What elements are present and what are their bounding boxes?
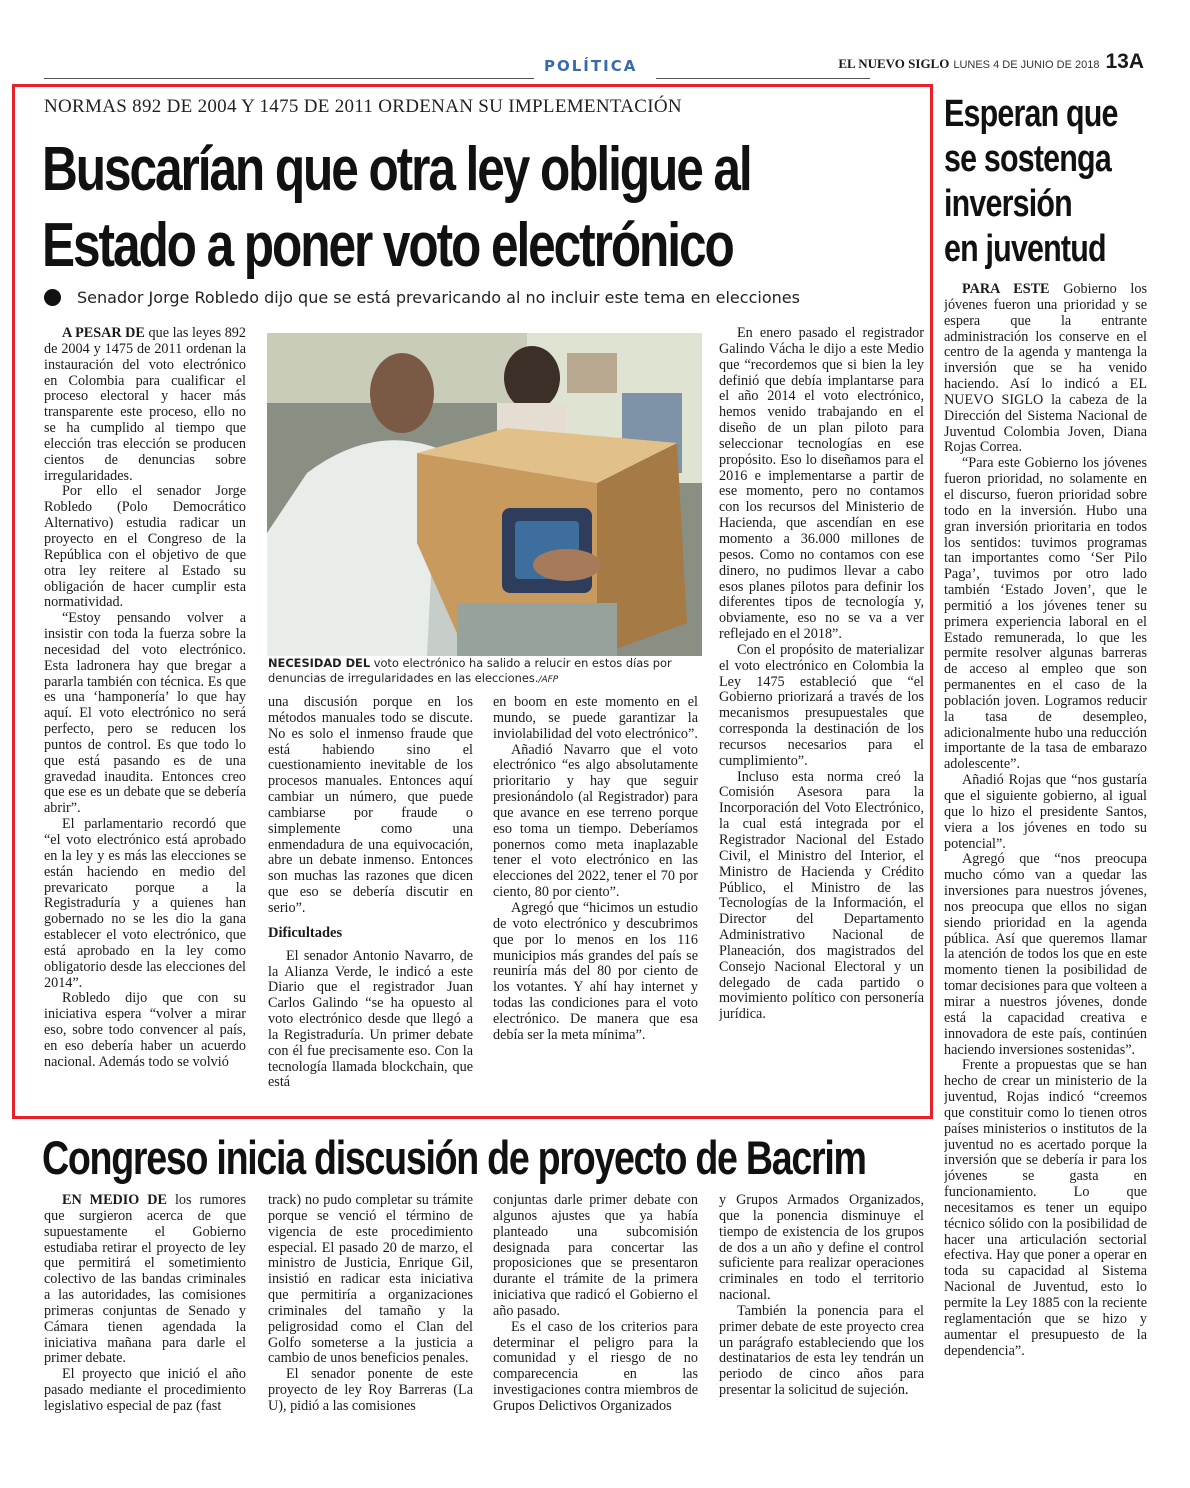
article-column-1 (44, 326, 246, 1116)
paragraph: Agregó que “hicimos un estudio de voto electrónico y descubrimos que por lo menos en los 116 municipios más grandes del país se reuniría más del 80 por ciento de los votantes. Y ahí hay internet y todas las condiciones para el voto electrónico. De manera que esa debía ser la meta mínima”. (493, 899, 698, 1043)
kicker: NORMAS 892 DE 2004 Y 1475 DE 2011 ORDENAN SU IMPLEMENTACIÓN (44, 96, 682, 117)
lead-in: EN MEDIO DE (62, 1193, 168, 1208)
paragraph: Agregó que “nos preocupa mucho cómo van a quedar las inversiones para nuestros jóvenes, nos preocupa que ellos no sigan siendo prioridad en la agenda pública. Así que queremos llamar la atención de todos los que en este momento tienen la posibilidad de tomar decisiones para que volteen a mirar a nuestros jóvenes, donde está la capacidad creativa e innovadora de este país, continúen haciendo inversiones sostenidas”. (944, 851, 1147, 1058)
paragraph: “Estoy pensando volver a insistir con toda la fuerza sobre la necesidad del voto electrónico. Esta ladronera hay que bregar a pararla también con técnica. Es que es una ‘hamponería’ lo que hay aquí. El voto electrónico no será perfecto, pero se reducen los puntos de control. Es que todo lo que está pasando es de una gravedad inaudita. Entonces creo que ese es un debate que se debería abrir”. (44, 610, 246, 817)
article-column-4 (719, 326, 924, 1116)
lead-in: A PESAR DE (62, 326, 145, 341)
newspaper-name: EL NUEVO SIGLO (838, 56, 950, 71)
paragraph: Incluso esta norma creó la Comisión Asesora para la Incorporación del Voto Electrónico, la cual está integrada por el Registrador Nacional del Estado Civil, el Ministro del Interior, el Ministro de Hacienda y Crédito Público, el Ministro de las Tecnologías de la Información, el Director del Departamento Administrativo Nacional de Planeación, dos magistrados del Consejo Nacional Electoral y un delegado de cada partido o movimiento político con personería jurídica. (719, 768, 924, 1023)
summary-text: Senador Jorge Robledo dijo que se está prevaricando al no incluir este tema en elecciones (77, 288, 800, 307)
paragraph: Con el propósito de materializar el voto electrónico en Colombia la Ley 1475 estableció que “el Gobierno priorizará a través de los mecanismos presupuestales que corresponda la destinación de los recursos necesarios para el cumplimiento”. (719, 641, 924, 769)
paragraph: “Para este Gobierno los jóvenes fueron prioridad, no solamente en el discurso, fueron prioridad sobre todo en la inversión. Hubo una gran inversión prioritaria en todos los sentidos: tuvimos programas tan importantes como ‘Ser Pilo Paga’, tuvimos por otro lado también ‘Estado Joven’, que le permitió a los jóvenes tener su primera experiencia laboral en el Estado remunerada, lo que les permite resolver algunas barreras de acceso al empleo que son permanentes en el caso de la población joven. Logramos reducir la tasa de desempleo, adicionalmente hubo una reducción importante de la tasa de embarazo adolescente”. (944, 455, 1147, 773)
bullet-icon (44, 289, 61, 306)
paragraph: conjuntas darle primer debate con algunos ajustes que ya había planteado una subcomisión designada para concertar las proposiciones que se presentaron durante el trámite de la primera iniciativa que radicó el Gobierno el año pasado. (493, 1193, 698, 1319)
page-number: 13A (1105, 50, 1144, 73)
paragraph: Es el caso de los criterios para determinar el peligro para la comunidad y el riesgo de no comparecencia en las investigaciones contra miembros de Grupos Delictivos Organizados (493, 1318, 698, 1414)
story2-column-2 (268, 1193, 473, 1433)
paragraph: El parlamentario recordó que “el voto electrónico está aprobado en la ley y es más las elecciones se están haciendo en medio del prevaricato porque a la Registraduría y a quienes han gobernado no se les dio la gana establecer el voto electrónico, que está aprobado en la ley como obligatorio desde las elecciones del 2014”. (44, 816, 246, 991)
story2-column-4 (719, 1193, 924, 1433)
story2-headline: Congreso inicia discusión de proyecto de Bacrim (42, 1131, 866, 1184)
paragraph: y Grupos Armados Organizados, que la ponencia disminuye el tiempo de existencia de los grupos de dos a un año y define el control suficiente para realizar operaciones criminales en todo el territorio nacional. (719, 1193, 924, 1304)
photo-credit: /AFP (538, 675, 559, 685)
story2-column-3 (493, 1193, 698, 1433)
paragraph: También la ponencia para el primer debate de este proyecto crea un parágrafo estableciendo que los destinatarios de esta ley tendrán un periodo de cinco años para presentar la solicitud de sujeción. (719, 1302, 924, 1399)
paragraph: una discusión porque en los métodos manuales todo se discute. No es solo el inmenso fraude que está habiendo sino el cuestionamiento inevitable de los procesos manuales. Entonces aquí cambiar un número, que puede cambiarse por fraude o simplemente como una enmendadura de una equivocación, abre un debate inmenso. Entonces son muchas las razones que dicen que eso se debería discutir en serio”. (268, 695, 473, 916)
paragraph: El senador ponente de este proyecto de ley Roy Barreras (La U), pidió a las comisiones (268, 1366, 473, 1414)
headline-line: Esperan que (944, 93, 1118, 135)
lead-in: PARA ESTE (962, 282, 1050, 297)
section-label: POLÍTICA (544, 57, 638, 75)
subheading: Dificultades (268, 924, 343, 941)
headline-line: Estado a poner voto electrónico (42, 211, 733, 280)
main-headline (42, 132, 751, 284)
paragraph: track) no pudo completar su trámite porque se venció el término de vigencia de este procedimiento especial. El pasado 20 de marzo, el ministro de Justicia, Enrique Gil, insistió en radicar esta iniciativa que permitiría a organizaciones criminales del tamaño y la peligrosidad como el Clan del Golfo someterse a la justicia a cambio de unos beneficios penales. (268, 1193, 473, 1367)
article-column-3 (493, 695, 698, 1116)
headline-line: en juventud (944, 228, 1106, 270)
paragraph: El senador Antonio Navarro, de la Alianza Verde, le indicó a este Diario que el registrador Juan Carlos Galindo “se ha opuesto al voto electrónico desde que llegó a la Registraduría. Un primer debate con él fue precisamente eso. Con la tecnología llamada blockchain, que está (268, 947, 473, 1091)
headline-line: inversión (944, 183, 1072, 225)
header-rule (44, 78, 534, 79)
paragraph: Robledo dijo que con su iniciativa espera “volver a mirar eso, sobre todo convencer al país, en eso debería haber un acuerdo nacional. Además todo se volvió (44, 990, 246, 1070)
voting-photo-illustration (267, 333, 702, 656)
paragraph: El proyecto que inició el año pasado mediante el procedimiento legislativo especial de paz (fast (44, 1366, 246, 1414)
headline-line: se sostenga (944, 138, 1111, 180)
paragraph: Añadió Rojas que “nos gustaría que el siguiente gobierno, al igual que lo hizo el presidente Santos, viera a los jóvenes en todo su potencial”. (944, 772, 1147, 852)
paragraph: En enero pasado el registrador Galindo Vácha le dijo a este Medio que “recordemos que si bien la ley definió que debía implantarse para el año 2014 el voto electrónico, hemos venido trabajando en el diseño de un plan piloto para seleccionar tecnologías en ese propósito. Eso lo diseñamos para el 2016 e implementarse a partir de ese momento, pero no contamos con los recursos del Ministerio de Hacienda, que ascendían en ese momento a 36.000 millones de pesos. Como no contamos con ese dinero, no pudimos llevar a cabo esos planes pilotos para definir los diferentes tipos de tecnología y, obviamente, eso no se va a ver reflejado en el 2018”. (719, 326, 924, 643)
paragraph: que las leyes 892 de 2004 y 1475 de 2011 ordenan la instauración del voto electrónico en Colombia para cualificar el proceso electoral y hacer más transparente este proceso, ello no se ha cumplido al tiempo que elección tras elección se producen cientos de denuncias sobre irregularidades. (44, 326, 246, 484)
paragraph: los rumores que surgieron acerca de que supuestamente el Gobierno estudiaba retirar el proyecto de ley que permitirá el sometimiento colectivo de las bandas criminales a las autoridades, las comisiones primeras conjuntas de Senado y Cámara tienen agendada la iniciativa mañana para darle el primer debate. (44, 1193, 246, 1367)
issue-date: LUNES 4 DE JUNIO DE 2018 (953, 59, 1100, 71)
news-photo (267, 333, 702, 656)
caption-lead: NECESIDAD DEL (268, 656, 371, 670)
sidebar-column (944, 282, 1147, 1432)
article-column-2 (268, 695, 473, 1116)
summary (44, 288, 800, 307)
paragraph: Gobierno los jóvenes fueron una prioridad y se espera que la entrante administración los conserve en el centro de la agenda y mantenga la inversión que se ha venido haciendo. Así lo indicó a EL NUEVO SIGLO la cabeza de la Dirección del Sistema Nacional de Juventud Colombia Joven, Diana Rojas Correa. (944, 282, 1147, 456)
paragraph: Frente a propuestas que se han hecho de crear un ministerio de la juventud, Rojas indicó “creemos que constituir como lo tienen otros países ministerios o institutos de la juventud no es acertado porque la inversión que se debería ir para los jóvenes se gasta en funcionamiento. Lo que necesitamos es tener un equipo técnico sólido con la posibilidad de hacer una articulación sectorial efectiva. Hay que poner a operar en toda su capacidad al Sistema Nacional de Juventud, esto lo permite la Ley 1885 con la reciente reglamentación que se hizo y aumentar el presupuesto de la dependencia”. (944, 1057, 1147, 1359)
sidebar-headline (944, 92, 1136, 272)
photo-caption (268, 656, 698, 688)
paragraph: Por ello el senador Jorge Robledo (Polo Democrático Alternativo) estudia radicar un proyecto en el Congreso de la República con el objetivo de que otra ley reitere al Estado su obligación de hacer cumplir esta normatividad. (44, 483, 246, 611)
paragraph: Añadió Navarro que el voto electrónico “es algo absolutamente prioritario y hay que seguir presionándolo (al Registrador) para que avance en ese terreno porque eso toma un tiempo. Deberíamos ponernos como meta inaplazable tener el voto electrónico en las elecciones del 2022, tener el 70 por ciento, 80 por ciento”. (493, 741, 698, 901)
story2-column-1 (44, 1193, 246, 1433)
paragraph: en boom en este momento en el mundo, se puede garantizar la inviolabilidad del voto electrónico”. (493, 695, 698, 742)
page-header (838, 50, 1144, 74)
header-rule (656, 78, 870, 79)
caption-text: voto electrónico ha salido a relucir en estos días por denuncias de irregularidades en las elecciones. (268, 656, 672, 685)
headline-line: Buscarían que otra ley obligue al (42, 135, 751, 204)
